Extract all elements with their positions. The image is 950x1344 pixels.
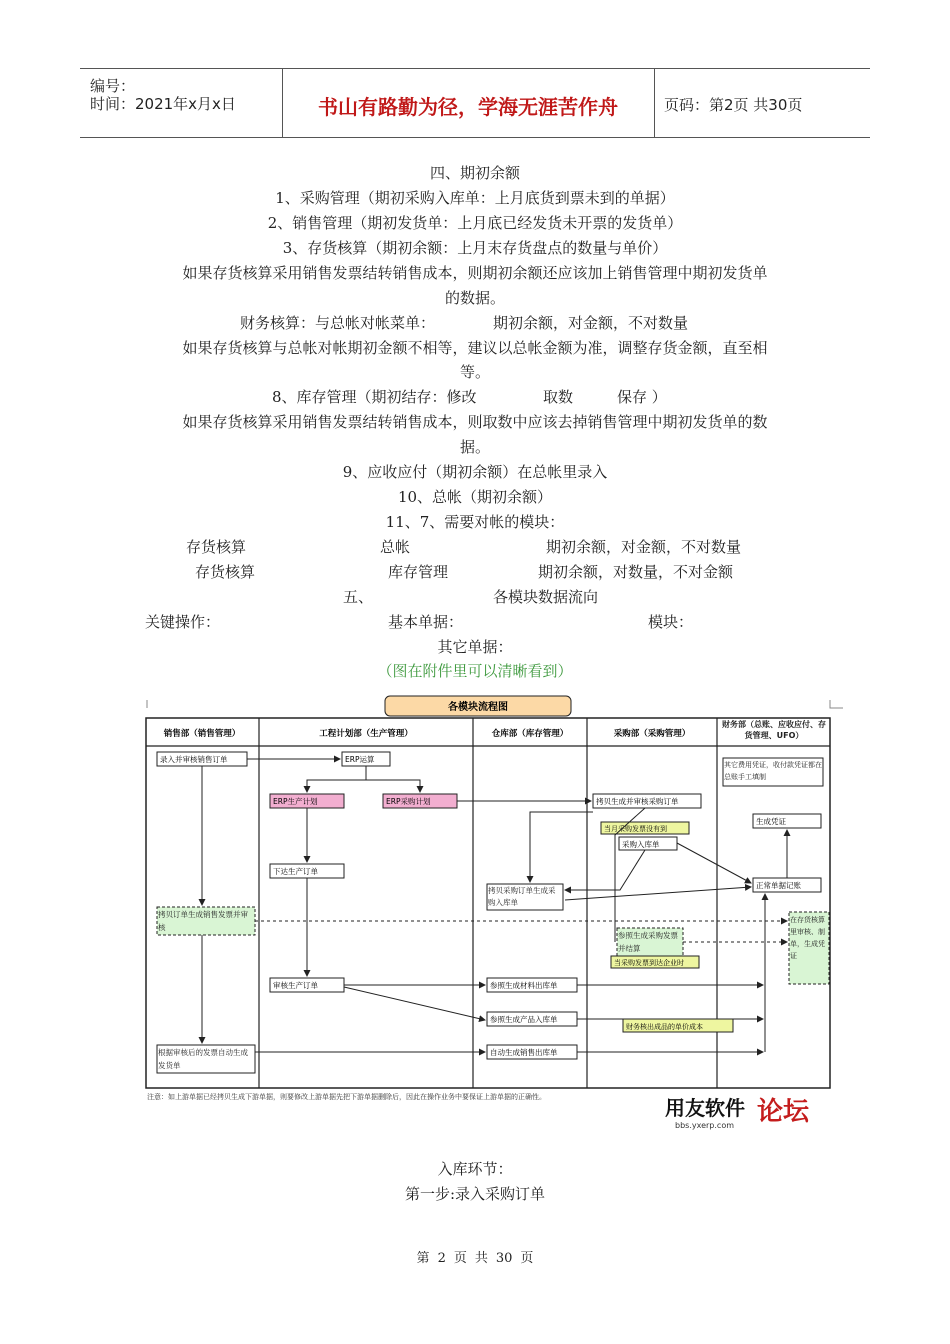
- box-auto-delivery: 根据审核后的发票自动生成发货单: [158, 1048, 248, 1070]
- box-release-production-order: 下达生产订单: [273, 867, 318, 876]
- paragraph-line: 财务核算：与总帐对帐菜单：: [240, 314, 436, 332]
- watermark-brand: 用友软件: [665, 1096, 745, 1120]
- section-heading: 五、: [343, 588, 374, 606]
- watermark-url: bbs.yxerp.com: [675, 1121, 735, 1130]
- figure-caption: （图在附件里可以清晰看到）: [377, 662, 573, 680]
- box-sales-order: 录入并审核销售订单: [160, 755, 228, 764]
- flow-diagram: [145, 690, 845, 1130]
- lane-header-finance: 财务部（总账、应收应付、存货管理、UFO）: [722, 720, 826, 740]
- paragraph-line: 库存管理: [388, 563, 449, 581]
- lane-header-sales: 销售部（销售管理）: [163, 729, 241, 739]
- box-erp-run: ERP运算: [345, 755, 375, 764]
- paragraph-line: 基本单据：: [388, 613, 464, 631]
- lane-header-warehouse: 仓库部（库存管理）: [491, 729, 569, 739]
- paragraph-line: 取数: [543, 388, 574, 406]
- diagram-note: 注意：如上游单据已经拷贝生成下游单据，则要修改上游单据先把下游单据删除后，因此在操作业务中要保证上游单据的正确性。: [147, 1093, 546, 1101]
- box-finance-unit-cost: 财务核出成品的单价成本: [626, 1023, 703, 1031]
- watermark-forum: 论坛: [757, 1097, 810, 1127]
- box-other-vouchers: 其它费用凭证，收付款凭证都在总账手工填制: [724, 761, 822, 781]
- paragraph-line: 1、采购管理（期初采购入库单：上月底货到票未到的单据）: [275, 189, 675, 207]
- paragraph-line: 保存 ）: [617, 388, 667, 406]
- box-product-receipt: 参照生成产品入库单: [490, 1015, 558, 1024]
- box-purchase-receipt: 采购入库单: [622, 840, 660, 849]
- box-approve-production-order: 审核生产订单: [273, 981, 318, 990]
- paragraph-line: 关键操作：: [145, 613, 221, 631]
- box-inventory-voucher: 在存货核算里审核、制单，生成凭证: [790, 916, 825, 960]
- paragraph-line: 3、存货核算（期初余额：上月末存货盘点的数量与单价）: [282, 239, 668, 257]
- diagram-title: 各模块流程图: [448, 702, 508, 713]
- paragraph-line: 如果存货核算与总帐对帐期初金额不相等，建议以总帐金额为准，调整存货金额，直至相: [182, 339, 768, 357]
- box-purchase-invoice-settle: 参照生成采购发票并结算: [618, 931, 678, 953]
- paragraph-line: 10、总帐（期初余额）: [397, 488, 553, 506]
- box-erp-production-plan: ERP生产计划: [273, 797, 318, 806]
- paragraph-line: 8、库存管理（期初结存：修改: [272, 388, 477, 406]
- paragraph-line: 存货核算: [195, 563, 256, 581]
- box-sales-outbound: 自动生成销售出库单: [490, 1048, 558, 1057]
- paragraph-line: 如果存货核算采用销售发票结转销售成本，则取数中应该去掉销售管理中期初发货单的数: [182, 413, 768, 431]
- paragraph-line: 的数据。: [444, 289, 505, 307]
- box-generate-voucher: 生成凭证: [756, 817, 786, 826]
- page-header: [80, 68, 870, 138]
- paragraph-line: 期初余额，对金额，不对数量: [493, 314, 689, 332]
- paragraph-line: 其它单据：: [437, 638, 513, 656]
- header-motto-cell: [282, 69, 655, 137]
- box-erp-purchase-plan: ERP采购计划: [386, 797, 431, 806]
- section-heading: 各模块数据流向: [493, 588, 599, 606]
- box-sales-invoice: 拷贝订单生成销售发票并审核: [158, 910, 248, 932]
- motto: 书山有路勤为径，学海无涯苦作舟: [318, 95, 618, 119]
- box-copy-po-receipt: 拷贝采购订单生成采购入库单: [488, 886, 556, 907]
- paragraph-line: 等。: [459, 363, 490, 381]
- paragraph-line: 总帐: [380, 538, 411, 556]
- paragraph-line: 期初余额，对数量，不对金额: [538, 563, 734, 581]
- number-label: 编号：: [90, 77, 136, 95]
- box-invoice-arrived: 当采购发票到达企业时: [614, 959, 684, 967]
- paragraph-line: 11、7、需要对帐的模块：: [385, 513, 565, 531]
- paragraph-line: 模块：: [648, 613, 694, 631]
- lane-header-production: 工程计划部（生产管理）: [319, 729, 413, 739]
- header-page-cell: [654, 69, 870, 137]
- page-footer: [0, 1247, 950, 1266]
- paragraph-line: 第一步:录入采购订单: [404, 1185, 546, 1203]
- footer-total-number: 30: [495, 1251, 513, 1266]
- header-meta: [80, 69, 283, 137]
- paragraph-line: 2、销售管理（期初发货单：上月底已经发货未开票的发货单）: [267, 214, 683, 232]
- paragraph-line: 据。: [459, 438, 490, 456]
- box-normal-posting: 正常单据记账: [756, 881, 801, 890]
- footer-page-prefix: 第: [416, 1251, 430, 1266]
- section-heading: 四、期初余额: [429, 164, 520, 182]
- paragraph-line: 如果存货核算采用销售发票结转销售成本，则期初余额还应该加上销售管理中期初发货单: [182, 264, 768, 282]
- paragraph-line: 9、应收应付（期初余额）在总帐里录入: [342, 463, 608, 481]
- page-label: 页码：第2页 共30页: [664, 96, 803, 114]
- time-label: 时间：2021年x月x日: [90, 95, 236, 113]
- box-material-issue: 参照生成材料出库单: [490, 981, 558, 990]
- paragraph-line: 存货核算: [186, 538, 247, 556]
- box-purchase-order: 拷贝生成并审核采购订单: [596, 797, 679, 806]
- paragraph-line: 入库环节：: [437, 1160, 513, 1178]
- footer-total-prefix: 共: [474, 1251, 488, 1266]
- footer-page-mid: 页: [453, 1251, 467, 1266]
- box-invoice-not-arrived: 当月采购发票没有到: [604, 825, 667, 833]
- footer-page-number: 2: [437, 1251, 446, 1266]
- paragraph-line: 期初余额，对金额，不对数量: [546, 538, 742, 556]
- lane-header-purchase: 采购部（采购管理）: [613, 729, 691, 739]
- footer-total-suffix: 页: [520, 1251, 534, 1266]
